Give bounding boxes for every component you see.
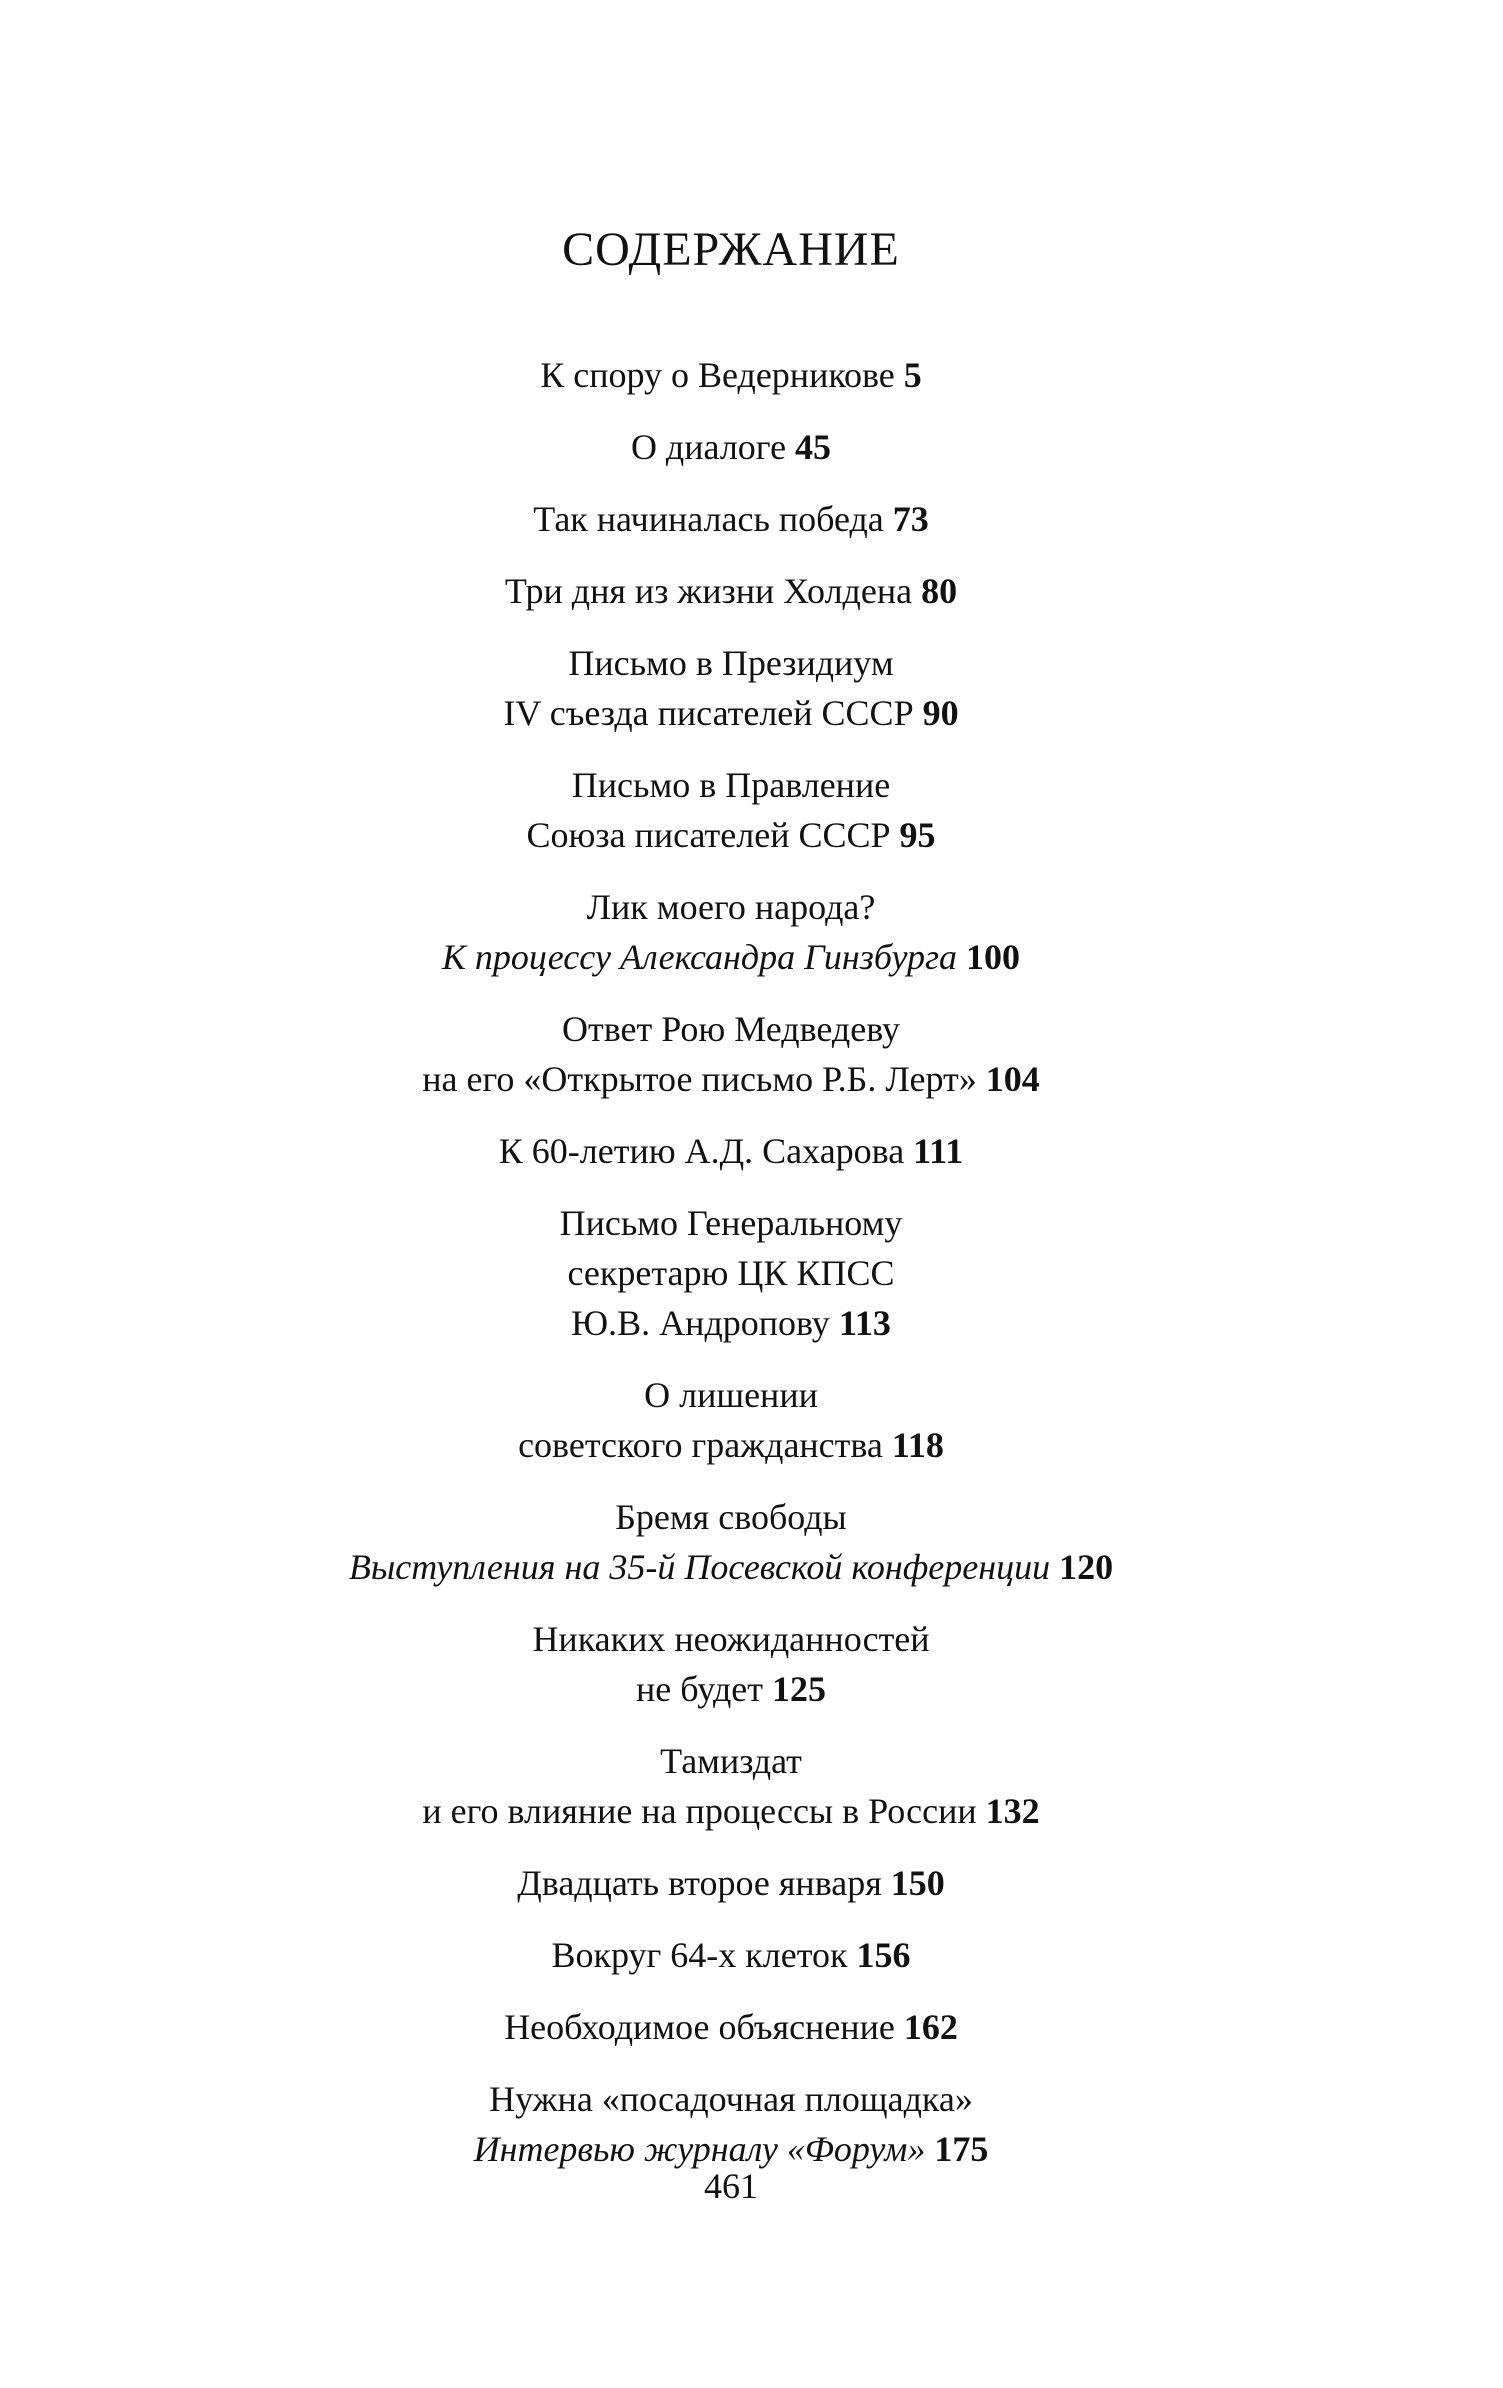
- toc-entry-title-line: [0, 2002, 1462, 2052]
- toc-entry[interactable]: [0, 1004, 1462, 1104]
- toc-entry-title-line: [0, 1420, 1462, 1470]
- toc-entry-page-number: 73: [892, 499, 929, 539]
- toc-entry-title-line: [0, 1370, 1462, 1420]
- toc-entry-title-line: [0, 1930, 1462, 1980]
- toc-entry-page-number: 162: [903, 2007, 958, 2047]
- toc-entry-title-text: Ю.В. Андропову: [571, 1303, 830, 1343]
- toc-entry-title-line: [0, 1054, 1462, 1104]
- page-title: СОДЕРЖАНИЕ: [562, 223, 900, 276]
- toc-entry-title-line: [0, 1614, 1462, 1664]
- toc-entry[interactable]: [0, 2002, 1462, 2052]
- toc-entry-title-line: [0, 1298, 1462, 1348]
- toc-entry-title-text: Тамиздат: [660, 1741, 802, 1781]
- toc-entry-page-number: 80: [921, 571, 958, 611]
- toc-entry-title-text: Так начиналась победа: [533, 499, 884, 539]
- toc-entry-title-text: Союза писателей СССР: [526, 815, 891, 855]
- toc-entry-title-text: советского гражданства: [518, 1425, 883, 1465]
- toc-entry[interactable]: [0, 638, 1462, 738]
- toc-entry-title-line: [0, 1786, 1462, 1836]
- toc-entry[interactable]: [0, 1370, 1462, 1470]
- toc-entry[interactable]: [0, 494, 1462, 544]
- toc-entry-page-number: 5: [903, 355, 922, 395]
- toc-entry[interactable]: [0, 882, 1462, 982]
- toc-entry-title-line: [0, 760, 1462, 810]
- toc-entry-title-line: [0, 882, 1462, 932]
- toc-entry-title-text: Нужна «посадочная площадка»: [489, 2079, 973, 2119]
- toc-entry-title-text: К спору о Ведерникове: [540, 355, 895, 395]
- toc-entry-title-text: Необходимое объяснение: [504, 2007, 895, 2047]
- toc-entry-title-line: [0, 494, 1462, 544]
- toc-entry-page-number: 90: [922, 693, 959, 733]
- toc-entry-title-line: [0, 2074, 1462, 2124]
- toc-entry-page-number: 156: [856, 1935, 911, 1975]
- toc-entry-title-text: Никаких неожиданностей: [532, 1619, 930, 1659]
- toc-entry-title-text: О лишении: [644, 1375, 818, 1415]
- toc-entry-title-text: Двадцать второе января: [517, 1863, 882, 1903]
- toc-entry[interactable]: [0, 760, 1462, 860]
- toc-entry-title-text: Лик моего народа?: [586, 887, 876, 927]
- toc-entry-title-line: [0, 1126, 1462, 1176]
- toc-entry-page-number: 120: [1059, 1547, 1114, 1587]
- toc-entry-title-line: [0, 1198, 1462, 1248]
- toc-entry-subtitle-line: [0, 932, 1462, 982]
- toc-entry-title-line: [0, 688, 1462, 738]
- toc-entry-title-text: К 60-летию А.Д. Сахарова: [498, 1131, 905, 1171]
- toc-entry[interactable]: [0, 566, 1462, 616]
- toc-entry[interactable]: [0, 422, 1462, 472]
- toc-entry-subtitle: Интервью журналу «Форум»: [473, 2129, 926, 2169]
- toc-entry-title-line: [0, 1858, 1462, 1908]
- toc-entry-title-text: О диалоге: [630, 427, 787, 467]
- toc-entry-title-line: [0, 1664, 1462, 1714]
- toc-entry[interactable]: [0, 2074, 1462, 2174]
- toc-entry[interactable]: [0, 1930, 1462, 1980]
- toc-entry-title-text: Письмо Генеральному: [559, 1203, 903, 1243]
- toc-entry-subtitle: К процессу Александра Гинзбурга: [441, 937, 958, 977]
- toc-entry[interactable]: [0, 1614, 1462, 1714]
- toc-entry-title-line: [0, 1492, 1462, 1542]
- toc-entry-title-text: Бремя свободы: [615, 1497, 847, 1537]
- toc-entry[interactable]: [0, 1858, 1462, 1908]
- toc-entry-page-number: 175: [934, 2129, 989, 2169]
- toc-entry-page-number: 150: [890, 1863, 945, 1903]
- toc-entry-page-number: 132: [985, 1791, 1040, 1831]
- page-number: 461: [704, 2166, 758, 2206]
- toc-entry-title-text: на его «Открытое письмо Р.Б. Лерт»: [422, 1059, 977, 1099]
- toc-entry-page-number: 111: [913, 1131, 964, 1171]
- toc-entry-title-line: [0, 422, 1462, 472]
- toc-entry-title-text: Вокруг 64-х клеток: [551, 1935, 848, 1975]
- toc-entry-page-number: 104: [985, 1059, 1040, 1099]
- toc-entry-title-line: [0, 566, 1462, 616]
- toc-entry-title-text: Письмо в Президиум: [568, 643, 894, 683]
- toc-entry-page-number: 118: [891, 1425, 944, 1465]
- toc-entry-page-number: 45: [795, 427, 832, 467]
- toc-entry-title-line: [0, 1004, 1462, 1054]
- toc-entry-title-text: IV съезда писателей СССР: [503, 693, 914, 733]
- toc-entry[interactable]: [0, 1736, 1462, 1836]
- table-of-contents: [0, 350, 1462, 2196]
- toc-entry-title-line: [0, 810, 1462, 860]
- toc-entry-title-line: [0, 1248, 1462, 1298]
- toc-entry-title-text: не будет: [636, 1669, 763, 1709]
- toc-entry-title-text: Письмо в Правление: [571, 765, 891, 805]
- toc-entry-page-number: 100: [966, 937, 1021, 977]
- toc-entry-page-number: 113: [838, 1303, 891, 1343]
- toc-entry-title-text: Три дня из жизни Холдена: [504, 571, 913, 611]
- toc-entry[interactable]: [0, 1198, 1462, 1348]
- toc-entry-page-number: 125: [771, 1669, 826, 1709]
- toc-entry-title-line: [0, 638, 1462, 688]
- toc-entry[interactable]: [0, 350, 1462, 400]
- toc-entry[interactable]: [0, 1492, 1462, 1592]
- toc-entry-subtitle-line: [0, 1542, 1462, 1592]
- toc-entry-title-text: и его влияние на процессы в России: [422, 1791, 977, 1831]
- toc-entry-title-text: Ответ Рою Медведеву: [562, 1009, 900, 1049]
- toc-entry-title-line: [0, 350, 1462, 400]
- toc-entry-subtitle: Выступления на 35-й Посевской конференции: [348, 1547, 1051, 1587]
- toc-entry-title-line: [0, 1736, 1462, 1786]
- toc-entry-page-number: 95: [899, 815, 936, 855]
- toc-entry-title-text: секретарю ЦК КПСС: [567, 1253, 895, 1293]
- toc-entry[interactable]: [0, 1126, 1462, 1176]
